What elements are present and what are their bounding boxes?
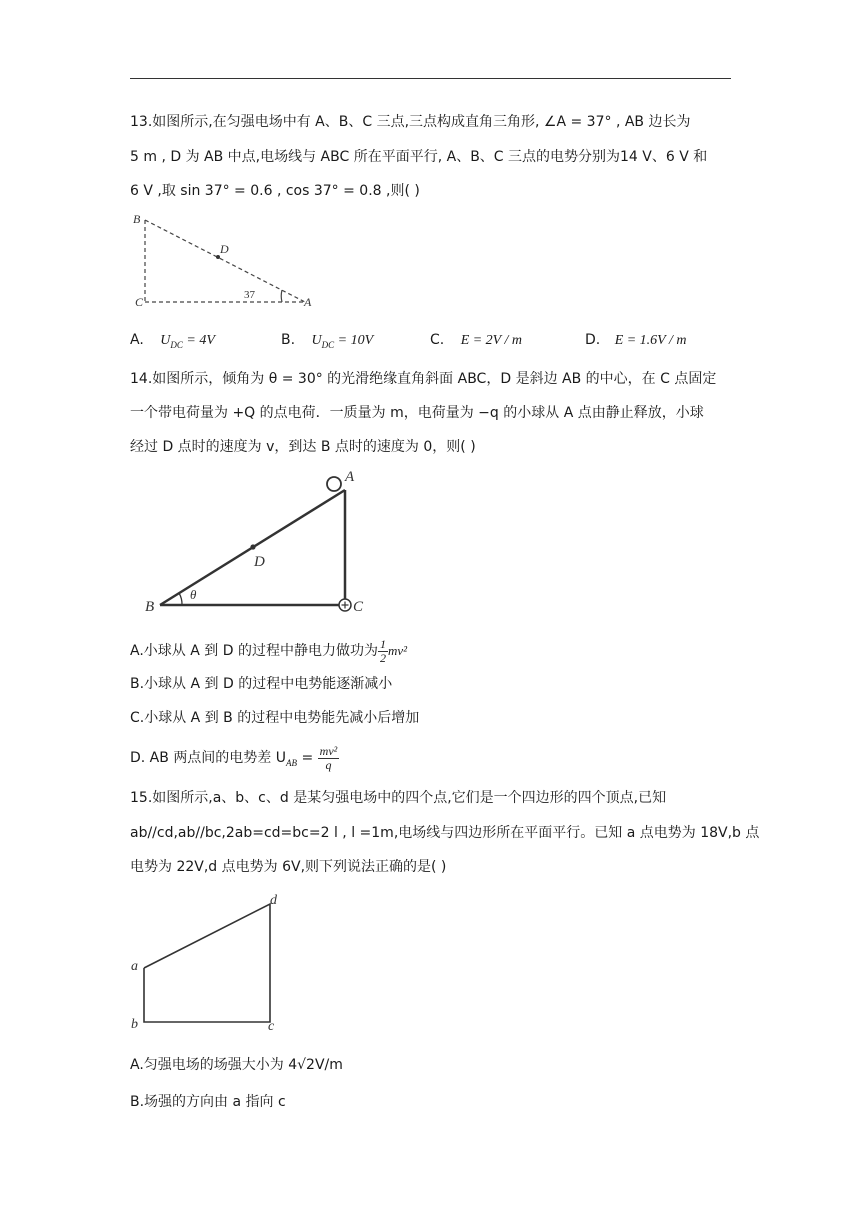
q14-label-theta: θ xyxy=(190,587,197,602)
q13-option-a-label: A. xyxy=(130,332,144,348)
q13-line3: 6 V ,取 sin 37° = 0.6 , cos 37° = 0.8 ,则( ) xyxy=(130,183,420,199)
q14-option-d-text: D. AB 两点间的电势差 U xyxy=(130,750,287,766)
q13-option-d-expr: E = 1.6V / m xyxy=(614,333,687,348)
q14-option-c[interactable]: C.小球从 A 到 B 的过程中电势能先减小后增加 xyxy=(130,710,420,726)
q14-option-d-eq: = xyxy=(297,750,318,766)
q13-option-b-value: = 10V xyxy=(334,333,374,348)
q14-label-B: B xyxy=(145,599,155,615)
q13-option-c-expr: E = 2V / m xyxy=(460,333,522,348)
q14-incline-figure xyxy=(140,465,380,620)
q13-option-d[interactable] xyxy=(585,330,687,351)
q14-line3: 经过 D 点时的速度为 v，到达 B 点时的速度为 0，则( ) xyxy=(130,439,476,455)
q13-option-a-value: = 4V xyxy=(182,333,215,348)
q15-label-a: a xyxy=(131,959,138,974)
q13-option-a-symbol: U xyxy=(160,333,171,348)
q14-label-C: C xyxy=(353,599,364,615)
q13-option-b-sub: DC xyxy=(321,339,335,350)
q13-label-B: B xyxy=(133,212,141,226)
q15-label-c: c xyxy=(268,1019,275,1034)
q14-option-a-num: 1 xyxy=(379,636,386,651)
q13-label-C: C xyxy=(135,295,144,309)
q13-option-c[interactable] xyxy=(430,330,522,351)
q14-option-d-num: mv² xyxy=(319,743,338,758)
q13-line1: 13.如图所示,在匀强电场中有 A、B、C 三点,三点构成直角三角形, ∠A = 37° , AB 边长为 xyxy=(130,114,691,130)
q14-option-a-text: A.小球从 A 到 D 的过程中静电力做功为 xyxy=(130,643,378,659)
q13-option-b[interactable] xyxy=(281,330,373,355)
q14-line2: 一个带电荷量为 +Q 的点电荷．一质量为 m，电荷量为 −q 的小球从 A 点由静止释放，小球 xyxy=(130,405,704,421)
q14-option-b[interactable]: B.小球从 A 到 D 的过程中电势能逐渐减小 xyxy=(130,676,393,692)
q14-option-a-fraction xyxy=(378,638,388,665)
q15-label-b: b xyxy=(131,1017,138,1032)
q13-option-b-symbol: U xyxy=(311,333,322,348)
q15-line2: ab//cd,ab//bc,2ab=cd=bc=2 l , l =1m,电场线与四边形所在平面平行。已知 a 点电势为 18V,b 点 xyxy=(130,825,760,841)
q14-option-a[interactable] xyxy=(130,637,734,665)
q13-angle-label: 37 xyxy=(244,289,255,301)
q15-line1: 15.如图所示,a、b、c、d 是某匀强电场中的四个点,它们是一个四边形的四个顶点,已知 xyxy=(130,790,667,806)
q14-option-a-den: 2 xyxy=(379,650,386,665)
q15-label-d: d xyxy=(270,893,277,908)
header-rule xyxy=(130,78,731,79)
q14-option-d-fraction xyxy=(318,745,340,772)
q14-option-d-sub: AB xyxy=(286,757,298,768)
q13-option-b-label: B. xyxy=(281,332,296,348)
q15-line3: 电势为 22V,d 点电势为 6V,则下列说法正确的是( ) xyxy=(130,859,447,875)
q15-option-a[interactable]: A.匀强电场的场强大小为 4√2V/m xyxy=(130,1057,343,1073)
q13-line2: 5 m , D 为 AB 中点,电场线与 ABC 所在平面平行, A、B、C 三点的电势分别为14 V、6 V 和 xyxy=(130,149,708,165)
q13-triangle-figure xyxy=(130,210,320,310)
q13-label-A: A xyxy=(304,295,312,309)
q15-quadrilateral-figure xyxy=(128,890,288,1035)
q13-label-D: D xyxy=(220,242,229,256)
q14-label-A: A xyxy=(345,469,355,485)
q13-option-d-label: D. xyxy=(585,332,601,348)
q14-option-a-expr: mv² xyxy=(387,643,408,658)
q14-option-d[interactable] xyxy=(130,740,734,781)
q15-option-b[interactable]: B.场强的方向由 a 指向 c xyxy=(130,1094,286,1110)
q13-option-a-sub: DC xyxy=(170,339,183,350)
q13-option-a[interactable] xyxy=(130,330,215,355)
q14-label-D: D xyxy=(254,554,265,570)
q14-line1: 14.如图所示，倾角为 θ = 30° 的光滑绝缘直角斜面 ABC，D 是斜边 AB 的中心，在 C 点固定 xyxy=(130,371,717,387)
q13-option-c-label: C. xyxy=(430,332,445,348)
q14-option-d-den: q xyxy=(325,757,332,772)
